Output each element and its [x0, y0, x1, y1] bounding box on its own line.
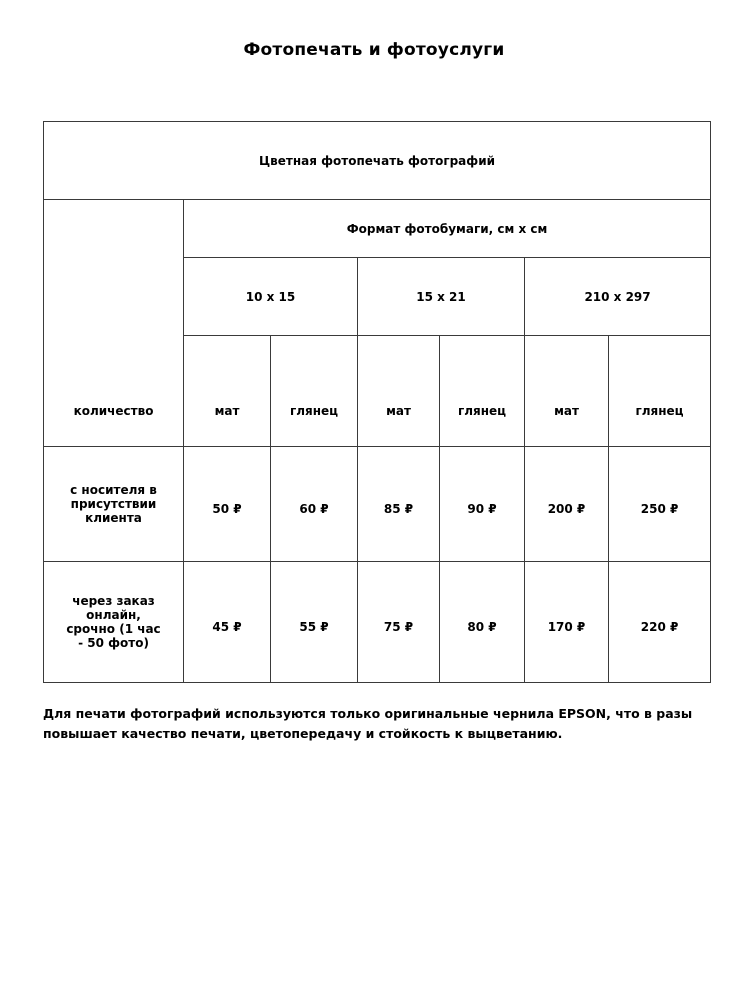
price-cell: 60 ₽	[271, 447, 358, 562]
price-cell: 45 ₽	[184, 562, 271, 683]
finish-header: мат	[358, 336, 440, 447]
footnote: Для печати фотографий используются только оригинальные чернила EPSON, что в разы повышает качество печати, цветопередачу и стойкость к выцветанию.	[43, 706, 693, 741]
row-label: через заказ онлайн, срочно (1 час - 50 фото)	[44, 562, 184, 683]
page-title: Фотопечать и фотоуслуги	[243, 40, 505, 60]
price-cell: 170 ₽	[525, 562, 609, 683]
finish-header: мат	[525, 336, 609, 447]
price-cell: 80 ₽	[440, 562, 525, 683]
price-cell: 75 ₽	[358, 562, 440, 683]
finish-header: глянец	[609, 336, 711, 447]
format-header-row	[44, 200, 711, 258]
finish-header: мат	[184, 336, 271, 447]
format-size-210x297: 210 х 297	[525, 258, 711, 336]
price-table	[43, 121, 711, 683]
price-cell: 220 ₽	[609, 562, 711, 683]
table-row	[44, 447, 711, 562]
price-cell: 50 ₽	[184, 447, 271, 562]
finish-header: глянец	[440, 336, 525, 447]
finish-header: глянец	[271, 336, 358, 447]
price-cell: 55 ₽	[271, 562, 358, 683]
row-label: с носителя в присутствии клиента	[44, 447, 184, 562]
table-row	[44, 562, 711, 683]
price-cell: 200 ₽	[525, 447, 609, 562]
section-title-row	[44, 122, 711, 200]
format-header: Формат фотобумаги, см х см	[184, 200, 711, 258]
format-size-15x21: 15 х 21	[358, 258, 525, 336]
price-cell: 90 ₽	[440, 447, 525, 562]
price-cell: 85 ₽	[358, 447, 440, 562]
format-size-10x15: 10 х 15	[184, 258, 358, 336]
price-cell: 250 ₽	[609, 447, 711, 562]
section-title: Цветная фотопечать фотографий	[44, 122, 711, 200]
quantity-header: количество	[44, 200, 184, 447]
